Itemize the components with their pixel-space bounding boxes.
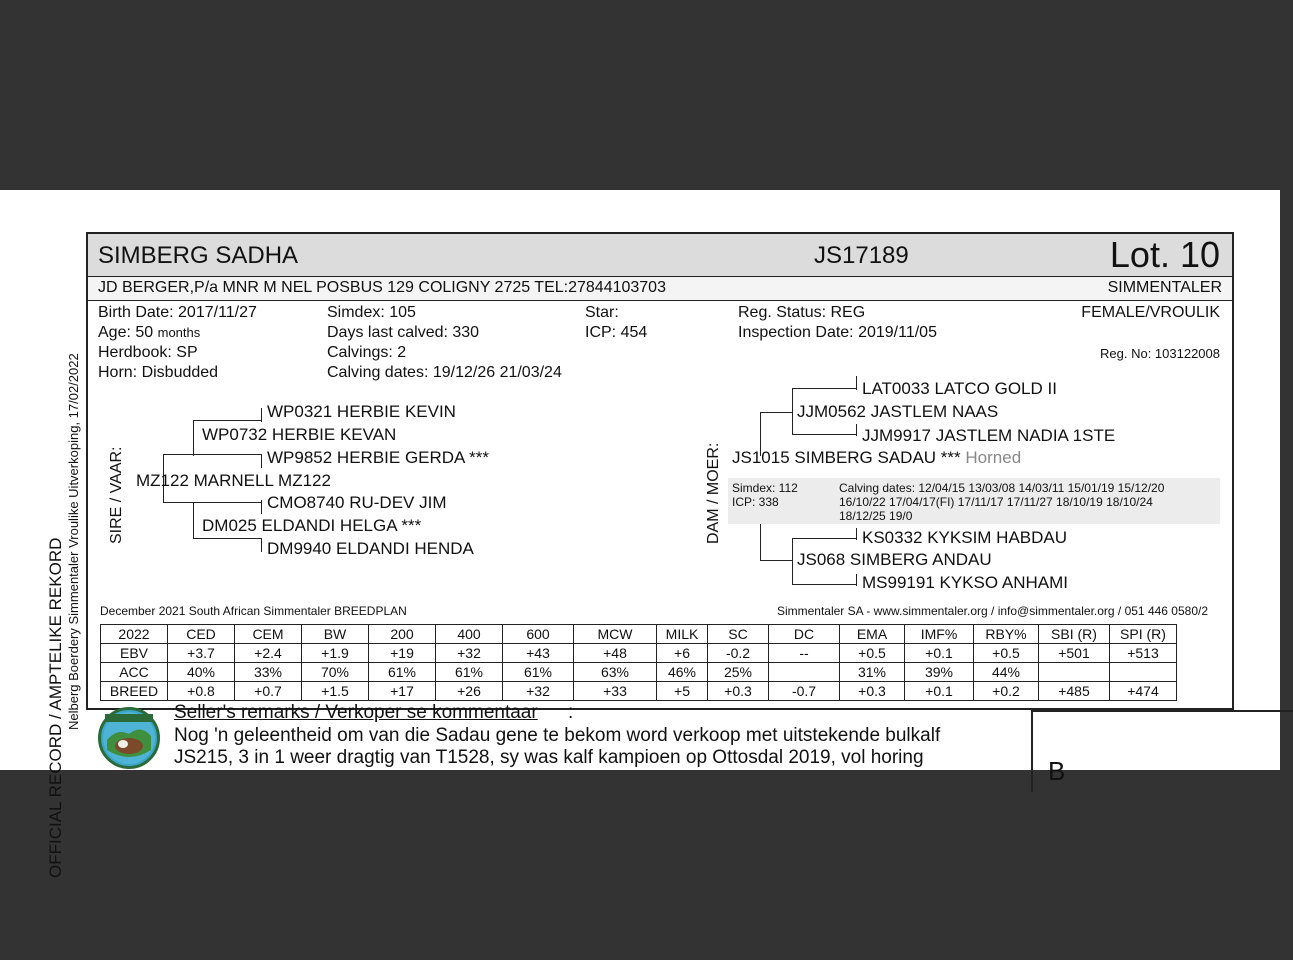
ebv-cell: +0.3 — [840, 682, 905, 701]
ebv-cell: +33 — [574, 682, 657, 701]
ebv-cell: +474 — [1110, 682, 1177, 701]
ebv-cell: BREED — [101, 682, 168, 701]
ebv-cell: 200 — [369, 625, 436, 644]
ebv-cell: +32 — [503, 682, 574, 701]
sire-tree-line — [193, 502, 194, 538]
dam-simdex: Simdex: 112 — [732, 481, 798, 495]
ebv-cell: +43 — [503, 644, 574, 663]
ebv-cell: 61% — [436, 663, 503, 682]
dam-tree-line — [792, 388, 856, 389]
dam-dam: JS068 SIMBERG ANDAU — [797, 550, 992, 569]
ebv-cell: +1.9 — [302, 644, 369, 663]
sire: MZ122 MARNELL MZ122 — [136, 471, 331, 490]
ebv-cell: CEM — [235, 625, 302, 644]
dam-tree-line — [856, 376, 857, 390]
ebv-cell: MCW — [574, 625, 657, 644]
simmentaler-logo-icon — [101, 710, 157, 766]
ebv-cell: +6 — [657, 644, 708, 663]
ebv-cell: 61% — [369, 663, 436, 682]
ebv-cell: +0.8 — [168, 682, 235, 701]
sire-dam: DM025 ELDANDI HELGA *** — [202, 516, 422, 535]
ebv-cell: -- — [769, 644, 840, 663]
ebv-cell: +3.7 — [168, 644, 235, 663]
ebv-cell: IMF% — [905, 625, 974, 644]
ebv-cell: +32 — [436, 644, 503, 663]
dam-tree-line — [760, 560, 792, 561]
ebv-cell: +0.7 — [235, 682, 302, 701]
dam-tree-line — [760, 412, 792, 413]
ebv-cell — [1110, 663, 1177, 682]
sire-tree-line — [163, 454, 193, 455]
sire-sire: WP0732 HERBIE KEVAN — [202, 425, 397, 444]
ebv-row — [101, 663, 1177, 682]
registration-id: JS17189 — [814, 242, 909, 269]
ebv-cell: 61% — [503, 663, 574, 682]
sire-tree-line — [163, 502, 193, 503]
official-record-label: OFFICIAL RECORD / AMPTELIKE REKORD — [46, 537, 65, 878]
sex: FEMALE/VROULIK — [1081, 304, 1220, 321]
owner-bar — [88, 277, 1232, 301]
sire-tree-line — [261, 538, 262, 552]
ebv-cell: +5 — [657, 682, 708, 701]
sire-tree-line — [261, 500, 262, 514]
ebv-table — [100, 624, 1177, 701]
ebv-header-row — [101, 625, 1177, 644]
days-last-calved: Days last calved: 330 — [327, 324, 480, 341]
ebv-cell: +485 — [1039, 682, 1110, 701]
dam-calving-dates-1: Calving dates: 12/04/15 13/03/08 14/03/11 15/01/19 15/12/20 — [839, 481, 1165, 495]
sire-tree-line — [261, 454, 262, 468]
ebv-cell — [1039, 663, 1110, 682]
ebv-cell: +17 — [369, 682, 436, 701]
animal-card — [86, 232, 1234, 710]
age — [98, 324, 200, 342]
ebv-cell: 39% — [905, 663, 974, 682]
dam-tree-line — [856, 424, 857, 436]
dam-calving-dates-3: 18/12/25 19/0 — [839, 509, 913, 523]
sire-tree-line — [193, 420, 194, 456]
star: Star: — [585, 304, 619, 321]
ebv-cell: SC — [708, 625, 769, 644]
sire-dam-sire: CMO8740 RU-DEV JIM — [267, 493, 447, 512]
ebv-cell: EMA — [840, 625, 905, 644]
ebv-cell: +513 — [1110, 644, 1177, 663]
reg-number: Reg. No: 103122008 — [1100, 346, 1220, 361]
icp: ICP: 454 — [585, 324, 648, 341]
ebv-cell: 25% — [708, 663, 769, 682]
age-unit: months — [157, 325, 201, 340]
ebv-cell: EBV — [101, 644, 168, 663]
ebv-cell: 63% — [574, 663, 657, 682]
ebv-cell: -0.2 — [708, 644, 769, 663]
sale-label: Nelberg Boerdery Simmentaler Vroulike Uitverkoping, 17/02/2022 — [66, 353, 81, 730]
dam-horn: Horned — [965, 448, 1022, 467]
simmentaler-logo — [98, 707, 160, 769]
dam-icp: ICP: 338 — [732, 495, 779, 509]
ebv-cell: 70% — [302, 663, 369, 682]
herdbook: Herdbook: SP — [98, 344, 198, 361]
sire-sire-dam: WP9852 HERBIE GERDA *** — [267, 448, 490, 467]
simdex: Simdex: 105 — [327, 304, 416, 321]
calvings: Calvings: 2 — [327, 344, 407, 361]
dam-tree-line — [792, 584, 856, 585]
dam-sire-dam: JJM9917 JASTLEM NADIA 1STE — [862, 426, 1116, 445]
reg-status: Reg. Status: REG — [738, 304, 866, 321]
next-card-letter: B — [1048, 756, 1066, 786]
dam-tree-line — [856, 574, 857, 586]
remarks-colon: : — [568, 702, 574, 723]
horn-status: Horn: Disbudded — [98, 364, 219, 381]
sire-label: SIRE / VAAR: — [108, 446, 125, 544]
ebv-cell: DC — [769, 625, 840, 644]
owner-details: JD BERGER,P/a MNR M NEL POSBUS 129 COLIGNY 2725 TEL:27844103703 — [98, 279, 666, 296]
ebv-cell — [769, 663, 840, 682]
ebv-cell: 31% — [840, 663, 905, 682]
ebv-cell: +48 — [574, 644, 657, 663]
dam-label: DAM / MOER: — [705, 442, 722, 544]
dam-tree-line — [792, 388, 793, 434]
dam-dam-dam: MS99191 KYKSO ANHAMI — [862, 573, 1068, 592]
remarks-line-1: Nog 'n geleentheid om van die Sadau gene te bekom word verkoop met uitstekende bulkalf — [174, 725, 941, 746]
dam-tree-line — [792, 538, 793, 584]
society-contact: Simmentaler SA - www.simmentaler.org / info@simmentaler.org / 051 446 0580/2 — [776, 604, 1208, 618]
dam-sire: JJM0562 JASTLEM NAAS — [797, 402, 999, 421]
breed-name: SIMMENTALER — [1107, 279, 1222, 296]
ebv-cell: 2022 — [101, 625, 168, 644]
ebv-cell: +501 — [1039, 644, 1110, 663]
breedplan-caption: December 2021 South African Simmentaler BREEDPLAN — [100, 604, 407, 618]
ebv-cell: +0.2 — [974, 682, 1039, 701]
ebv-cell: 600 — [503, 625, 574, 644]
ebv-cell: +0.5 — [974, 644, 1039, 663]
ebv-cell: -0.7 — [769, 682, 840, 701]
dam — [732, 448, 1021, 468]
ebv-cell: 33% — [235, 663, 302, 682]
sire-dam-dam: DM9940 ELDANDI HENDA — [267, 539, 474, 558]
lot-number: Lot. 10 — [1109, 234, 1220, 275]
ebv-cell: +0.1 — [905, 644, 974, 663]
inspection-date: Inspection Date: 2019/11/05 — [738, 324, 937, 341]
ebv-cell: +0.5 — [840, 644, 905, 663]
dam-tree-line — [856, 528, 857, 540]
animal-name: SIMBERG SADHA — [98, 242, 299, 269]
ebv-cell: MILK — [657, 625, 708, 644]
title-bar — [88, 234, 1232, 277]
dam-sire-sire: LAT0033 LATCO GOLD II — [862, 379, 1057, 398]
sire-tree-line — [193, 502, 261, 503]
dam-tree-line — [792, 434, 856, 435]
ebv-row — [101, 682, 1177, 701]
ebv-cell: +2.4 — [235, 644, 302, 663]
dam-info-band — [728, 478, 1220, 524]
age-value: Age: 50 — [98, 324, 154, 341]
ebv-cell: +0.3 — [708, 682, 769, 701]
dam-dam-sire: KS0332 KYKSIM HABDAU — [862, 528, 1068, 547]
ebv-cell: BW — [302, 625, 369, 644]
ebv-cell: RBY% — [974, 625, 1039, 644]
birth-date: Birth Date: 2017/11/27 — [98, 304, 257, 321]
ebv-cell: +1.5 — [302, 682, 369, 701]
sire-tree-line — [261, 408, 262, 422]
ebv-cell: 46% — [657, 663, 708, 682]
dam-tree-line — [792, 538, 856, 539]
ebv-cell: SBI (R) — [1039, 625, 1110, 644]
dam-calving-dates-2: 16/10/22 17/04/17(FI) 17/11/17 17/11/27 18/10/19 18/10/24 — [839, 495, 1153, 509]
ebv-cell: +26 — [436, 682, 503, 701]
dam-name: JS1015 SIMBERG SADAU *** — [732, 448, 961, 467]
calving-dates: Calving dates: 19/12/26 21/03/24 — [327, 364, 562, 381]
sire-tree-line — [193, 420, 261, 421]
ebv-cell: 400 — [436, 625, 503, 644]
sire-sire-sire: WP0321 HERBIE KEVIN — [267, 402, 456, 421]
ebv-cell: 40% — [168, 663, 235, 682]
next-card-box — [1031, 710, 1293, 792]
ebv-cell: SPI (R) — [1110, 625, 1177, 644]
ebv-cell: +0.1 — [905, 682, 974, 701]
record-sheet — [0, 190, 1280, 878]
ebv-cell: +19 — [369, 644, 436, 663]
remarks-heading: Seller's remarks / Verkoper se kommentaar — [174, 702, 538, 723]
sire-tree-line — [193, 454, 261, 455]
ebv-cell: ACC — [101, 663, 168, 682]
sire-tree-line — [193, 538, 261, 539]
remarks-line-2: JS215, 3 in 1 weer dragtig van T1528, sy was kalf kampioen op Ottosdal 2019, vol horing — [174, 747, 924, 768]
ebv-cell: 44% — [974, 663, 1039, 682]
dam-tree-line — [760, 524, 761, 560]
ebv-cell: CED — [168, 625, 235, 644]
ebv-row — [101, 644, 1177, 663]
